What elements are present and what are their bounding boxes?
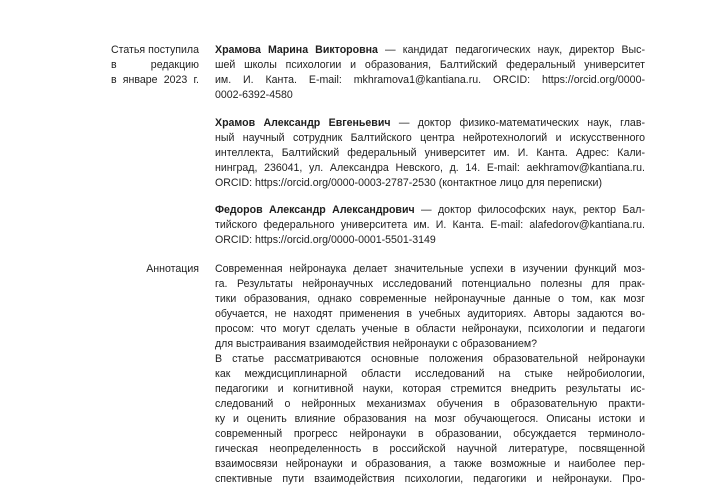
annotation-line: следований о нейронных механизмах обучения в образовательную практи- xyxy=(215,398,645,410)
annotation-line: современный прогресс нейронауки в образовании, обсуждается терминоло- xyxy=(215,428,645,440)
author-text: — доктор физико-математических наук, глав- xyxy=(390,117,645,129)
annotation-line: Современная нейронаука делает значительные успехи в изучении функций моз- xyxy=(215,263,645,275)
annotation-label: Аннотация xyxy=(146,263,199,275)
annotation-line: для выстраивания взаимодействия нейронауки с образованием? xyxy=(215,338,538,350)
author-text: — кандидат педагогических наук, директор Выс- xyxy=(377,44,645,56)
annotation-line: педагогики и когнитивной науки, которая стремится внедрить результаты ис- xyxy=(215,383,645,395)
author-name: Храмов Александр Евгеньевич xyxy=(215,117,391,129)
author-block-1 xyxy=(215,43,645,103)
received-date-label xyxy=(111,43,199,88)
annotation-line: В статье рассматриваются основные положения образовательной нейронауки xyxy=(215,353,645,365)
author-text: ORCID: https://orcid.org/0000-0001-5501-3149 xyxy=(215,234,436,246)
author-block-3 xyxy=(215,203,645,248)
received-line: в редакцию xyxy=(110,59,199,71)
author-name: Храмова Марина Викторовна xyxy=(215,44,378,56)
annotation-line: взаимосвязи нейронауки и образования, а также возможные и наиболее пер- xyxy=(215,458,645,470)
author-name: Федоров Александр Александрович xyxy=(215,204,415,216)
author-text: ORCID: https://orcid.org/0000-0003-2787-2530 (контактное лицо для переписки) xyxy=(215,177,602,189)
author-text: интеллекта, Балтийский федеральный университет им. И. Канта. Адрес: Кали- xyxy=(215,147,645,159)
annotation-line: спективные пути взаимодействия психологии, педагогики и нейронауки. Про- xyxy=(215,473,645,485)
annotation-line: гическая неопределенность в российской научной литературе, посвященной xyxy=(215,443,645,455)
annotation-line: ку и оценить влияние образования на мозг обучающегося. Описаны истоки и xyxy=(215,413,645,425)
author-text: им. И. Канта. E-mail: mkhramova1@kantiana.ru. ORCID: https://orcid.org/0000- xyxy=(215,74,645,86)
received-line: в январе 2023 г. xyxy=(110,74,199,86)
annotation-line: га. Результаты нейронаучных исследований потенциально полезны для прак- xyxy=(215,278,645,290)
author-text: — доктор философских наук, ректор Бал- xyxy=(414,204,645,216)
annotation-line: просом: что могут сделать ученые в области нейронауки, психологии и педагоги xyxy=(215,323,645,335)
author-block-2 xyxy=(215,116,645,191)
annotation-line: обучается, не находят применения в учебных аудиториях. Авторы задаются во- xyxy=(215,308,645,320)
author-text: 0002-6392-4580 xyxy=(215,89,293,101)
annotation-text xyxy=(215,262,645,487)
author-text: нинград, 236041, ул. Александра Невского, д. 14. E-mail: aekhramov@kantiana.ru. xyxy=(215,162,645,174)
annotation-line: тики образования, однако современные нейронаучные данные о том, как мозг xyxy=(215,293,645,305)
author-text: ный научный сотрудник Балтийского центра нейротехнологий и искусственного xyxy=(215,132,645,144)
annotation-line: как междисциплинарной области исследований на стыке нейробиологии, xyxy=(215,368,645,380)
author-text: шей школы психологии и образования, Балтийский федеральный университет xyxy=(215,59,645,71)
author-text: тийского федерального университета им. И. Канта. E-mail: alafedorov@kantiana.ru. xyxy=(215,219,645,231)
received-line: Статья поступила xyxy=(110,44,199,56)
